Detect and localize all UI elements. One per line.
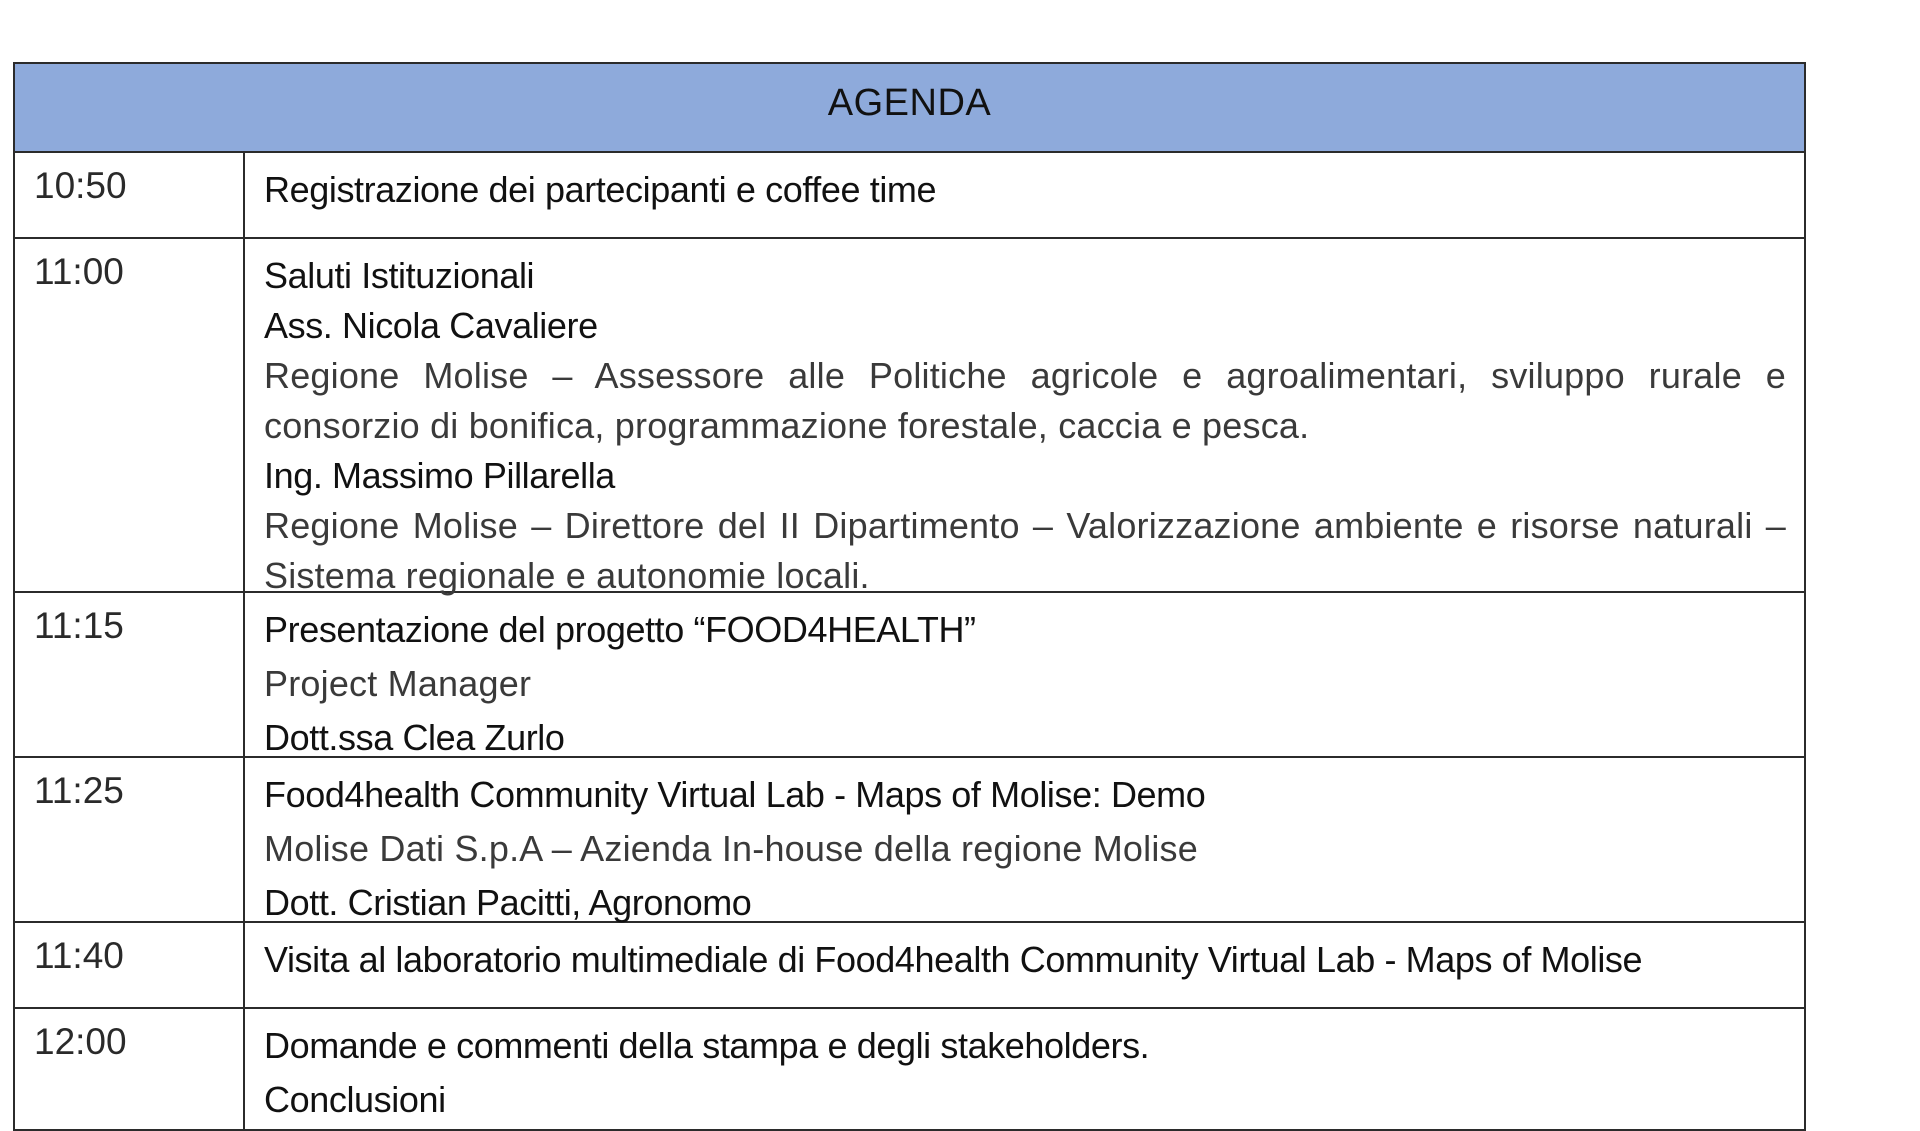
agenda-time: 11:15	[15, 593, 245, 756]
session-title: Domande e commenti della stampa e degli stakeholders.	[264, 1025, 1150, 1066]
agenda-content	[245, 593, 1804, 756]
agenda-table	[13, 62, 1806, 1131]
agenda-row	[15, 923, 1804, 1009]
agenda-row	[15, 1009, 1804, 1129]
session-title: Food4health Community Virtual Lab - Maps of Molise: Demo	[264, 774, 1206, 815]
session-title: Conclusioni	[264, 1079, 446, 1120]
speaker-name: Dott. Cristian Pacitti, Agronomo	[264, 882, 752, 923]
speaker-name: Ass. Nicola Cavaliere	[264, 305, 598, 346]
agenda-content	[245, 153, 1804, 237]
speaker-role: Molise Dati S.p.A – Azienda In-house della regione Molise	[264, 828, 1198, 869]
agenda-row	[15, 153, 1804, 239]
session-title: Registrazione dei partecipanti e coffee time	[264, 169, 937, 210]
agenda-row	[15, 239, 1804, 596]
agenda-content	[245, 758, 1804, 921]
speaker-role: Regione Molise – Direttore del II Dipartimento – Valorizzazione ambiente e risorse naturali – Sistema regionale e autonomie locali.	[264, 505, 1786, 596]
agenda-time: 12:00	[15, 1009, 245, 1129]
agenda-row	[15, 593, 1804, 758]
agenda-time: 10:50	[15, 153, 245, 237]
speaker-name: Dott.ssa Clea Zurlo	[264, 717, 565, 758]
agenda-content	[245, 923, 1804, 1007]
session-title: Saluti Istituzionali	[264, 255, 535, 296]
speaker-name: Ing. Massimo Pillarella	[264, 455, 615, 496]
agenda-content	[245, 1009, 1804, 1129]
agenda-title: AGENDA	[15, 64, 1804, 153]
session-title: Visita al laboratorio multimediale di Food4health Community Virtual Lab - Maps of Molise	[264, 939, 1643, 980]
agenda-time: 11:25	[15, 758, 245, 921]
speaker-role: Regione Molise – Assessore alle Politiche agricole e agroalimentari, sviluppo rurale e consorzio di bonifica, programmazione forestale, caccia e pesca.	[264, 355, 1786, 446]
agenda-content	[245, 239, 1804, 596]
agenda-time: 11:00	[15, 239, 245, 591]
session-title: Presentazione del progetto “FOOD4HEALTH”	[264, 609, 976, 650]
speaker-role: Project Manager	[264, 663, 532, 704]
agenda-row	[15, 758, 1804, 923]
agenda-time: 11:40	[15, 923, 245, 1007]
